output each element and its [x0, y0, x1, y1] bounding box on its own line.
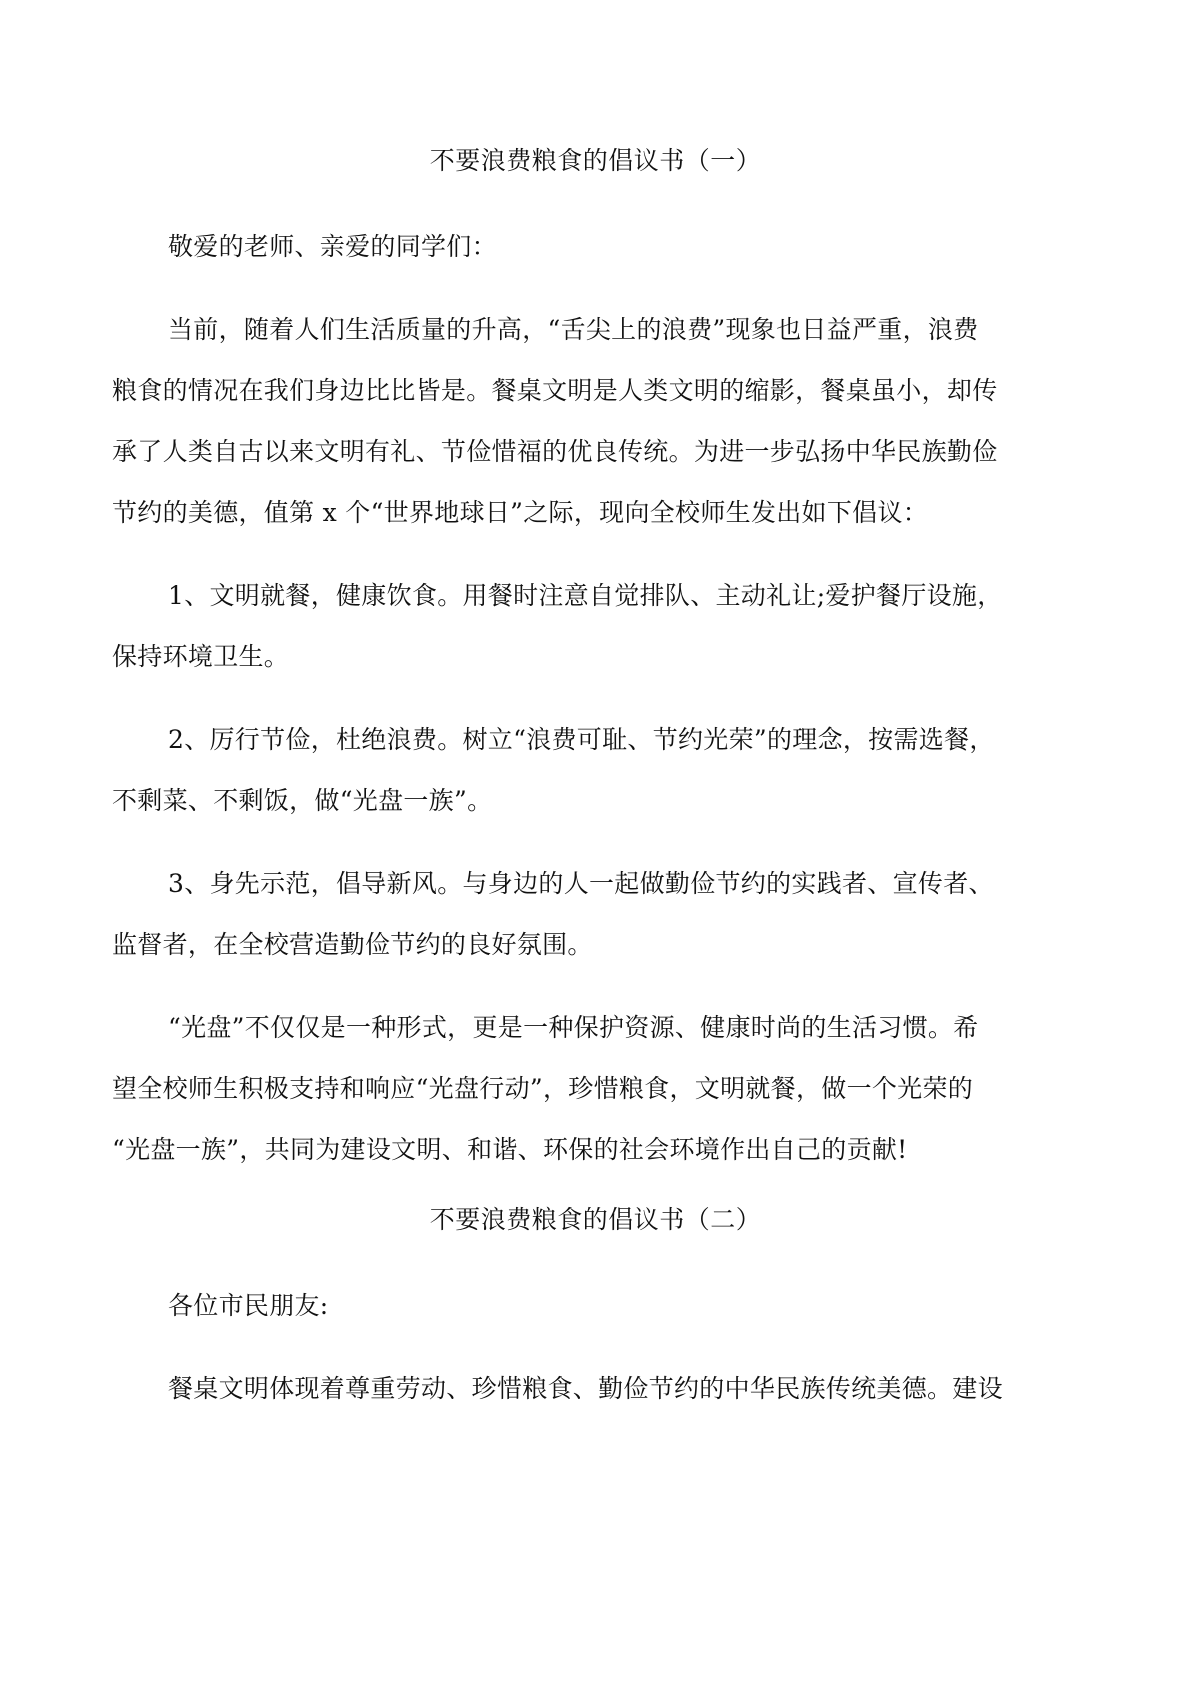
paragraph-1-line-4: 节约的美德，值第 x 个“世界地球日”之际，现向全校师生发出如下倡议：: [112, 498, 929, 527]
salutation-2: 各位市民朋友:: [168, 1291, 329, 1320]
document-title-2: 不要浪费粮食的倡议书（二）: [429, 1205, 762, 1234]
paragraph-1-line-1: 当前，随着人们生活质量的升高，“舌尖上的浪费”现象也日益严重，浪费: [168, 315, 979, 344]
paragraph-2-line-1: 1、文明就餐，健康饮食。用餐时注意自觉排队、主动礼让;爱护餐厅设施，: [168, 581, 1003, 610]
paragraph-1-line-2: 粮食的情况在我们身边比比皆是。餐桌文明是人类文明的缩影，餐桌虽小，却传: [112, 376, 998, 405]
paragraph-4-line-1: 3、身先示范，倡导新风。与身边的人一起做勤俭节约的实践者、宣传者、: [168, 869, 994, 898]
paragraph-5-line-2: 望全校师生积极支持和响应“光盘行动”，珍惜粮食，文明就餐，做一个光荣的: [112, 1074, 974, 1103]
paragraph-6-line-1: 餐桌文明体现着尊重劳动、珍惜粮食、勤俭节约的中华民族传统美德。建设: [168, 1374, 1003, 1403]
paragraph-4-line-2: 监督者，在全校营造勤俭节约的良好氛围。: [112, 930, 593, 959]
salutation-1: 敬爱的老师、亲爱的同学们：: [168, 232, 497, 261]
paragraph-1-line-3: 承了人类自古以来文明有礼、节俭惜福的优良传统。为进一步弘扬中华民族勤俭: [112, 437, 998, 466]
paragraph-5-line-3: “光盘一族”，共同为建设文明、和谐、环保的社会环境作出自己的贡献!: [112, 1135, 908, 1164]
paragraph-3-line-1: 2、厉行节俭，杜绝浪费。树立“浪费可耻、节约光荣”的理念，按需选餐，: [168, 725, 995, 754]
paragraph-5-line-1: “光盘”不仅仅是一种形式，更是一种保护资源、健康时尚的生活习惯。希: [168, 1013, 979, 1042]
paragraph-3-line-2: 不剩菜、不剩饭，做“光盘一族”。: [112, 786, 493, 815]
paragraph-2-line-2: 保持环境卫生。: [112, 642, 290, 671]
document-title-1: 不要浪费粮食的倡议书（一）: [429, 146, 762, 175]
